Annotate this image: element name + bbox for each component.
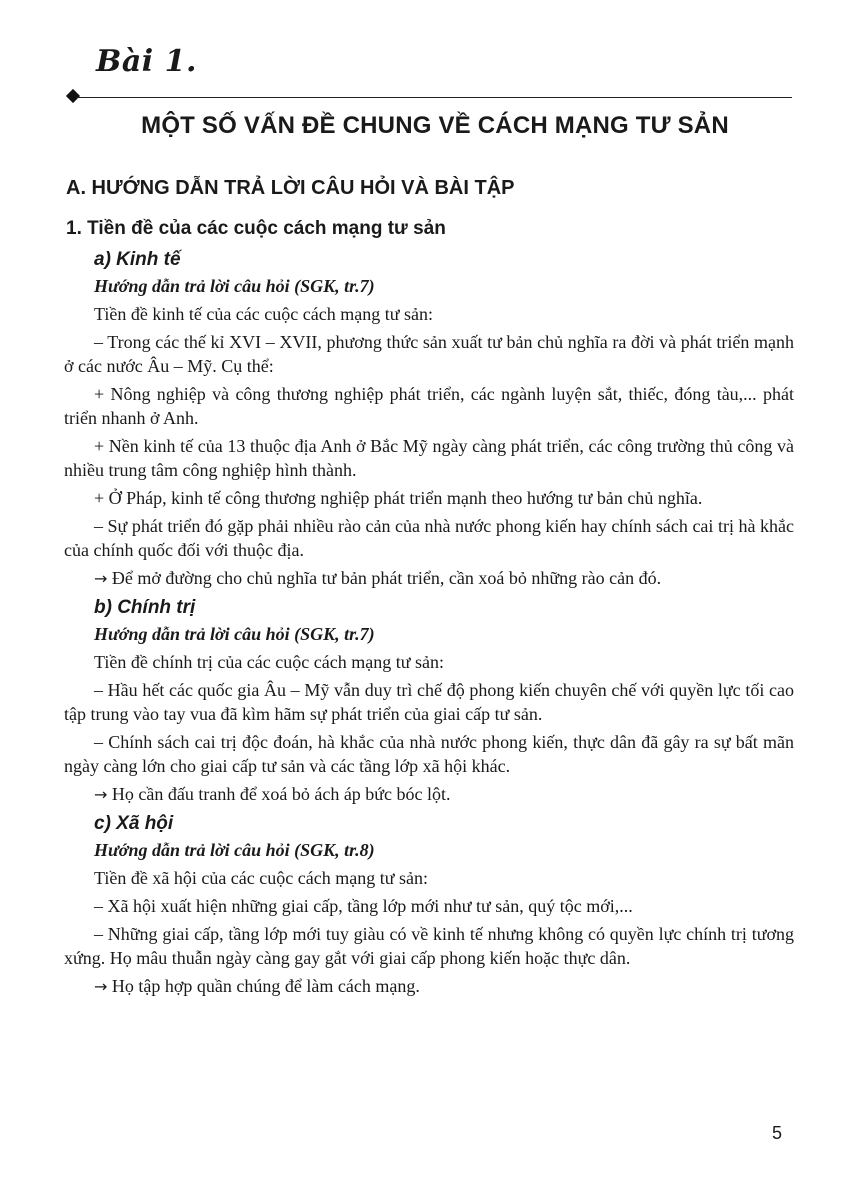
right-arrow-icon: → xyxy=(94,569,108,588)
paragraph: – Sự phát triển đó gặp phải nhiều rào cản của nhà nước phong kiến hay chính sách cai trị hà khắc của chính quốc đối với thuộc địa. xyxy=(64,516,794,560)
conclusion-text: Họ tập hợp quần chúng để làm cách mạng. xyxy=(111,976,420,996)
section-a-heading: A. HƯỚNG DẪN TRẢ LỜI CÂU HỎI VÀ BÀI TẬP xyxy=(66,177,515,199)
guide-line-xa-hoi: Hướng dẫn trả lời câu hỏi (SGK, tr.8) xyxy=(94,840,375,860)
conclusion-text: Họ cần đấu tranh để xoá bỏ ách áp bức bóc lột. xyxy=(111,784,451,804)
right-arrow-icon: → xyxy=(94,785,108,804)
paragraph: – Hầu hết các quốc gia Âu – Mỹ vẫn duy trì chế độ phong kiến chuyên chế với quyền lực tối cao tập trung vào tay vua đã kìm hãm sự phát triển của giai cấp tư sản. xyxy=(64,680,794,724)
guide-line-kinh-te: Hướng dẫn trả lời câu hỏi (SGK, tr.7) xyxy=(94,276,375,296)
paragraph: + Nông nghiệp và công thương nghiệp phát triển, các ngành luyện sắt, thiếc, đóng tàu,... phát triển nhanh ở Anh. xyxy=(64,384,794,428)
sub-heading-kinh-te: a) Kinh tế xyxy=(94,249,181,270)
paragraph: + Ở Pháp, kinh tế công thương nghiệp phát triển mạnh theo hướng tư bản chủ nghĩa. xyxy=(94,488,703,508)
paragraph: Tiền đề xã hội của các cuộc cách mạng tư sản: xyxy=(94,868,428,888)
item-1-heading: 1. Tiền đề của các cuộc cách mạng tư sản xyxy=(66,218,446,239)
paragraph: – Chính sách cai trị độc đoán, hà khắc của nhà nước phong kiến, thực dân đã gây ra sự bất mãn ngày càng lớn cho giai cấp tư sản và các tầng lớp xã hội khác. xyxy=(64,732,794,776)
paragraph: – Những giai cấp, tầng lớp mới tuy giàu có về kinh tế nhưng không có quyền lực chính trị tương xứng. Họ mâu thuẫn ngày càng gay gắt với giai cấp phong kiến hoặc thực dân. xyxy=(64,924,794,968)
page-number: 5 xyxy=(772,1123,783,1143)
guide-line-chinh-tri: Hướng dẫn trả lời câu hỏi (SGK, tr.7) xyxy=(94,624,375,644)
sub-heading-chinh-tri: b) Chính trị xyxy=(94,597,196,618)
conclusion xyxy=(64,566,794,591)
diamond-bullet-icon xyxy=(66,89,80,103)
paragraph: – Trong các thế kỉ XVI – XVII, phương thức sản xuất tư bản chủ nghĩa ra đời và phát triển mạnh ở các nước Âu – Mỹ. Cụ thể: xyxy=(64,332,794,376)
page-title: MỘT SỐ VẤN ĐỀ CHUNG VỀ CÁCH MẠNG TƯ SẢN xyxy=(141,112,729,139)
conclusion-text: Để mở đường cho chủ nghĩa tư bản phát triển, cần xoá bỏ những rào cản đó. xyxy=(111,568,662,588)
header-divider xyxy=(76,97,792,98)
conclusion xyxy=(64,974,794,999)
paragraph: Tiền đề chính trị của các cuộc cách mạng tư sản: xyxy=(94,652,444,672)
paragraph: + Nền kinh tế của 13 thuộc địa Anh ở Bắc Mỹ ngày càng phát triển, các công trường thủ công và nhiều trung tâm công nghiệp hình thành. xyxy=(64,436,794,480)
paragraph: – Xã hội xuất hiện những giai cấp, tầng lớp mới như tư sản, quý tộc mới,... xyxy=(94,896,633,916)
sub-heading-xa-hoi: c) Xã hội xyxy=(94,813,174,834)
lesson-label: Bài 1. xyxy=(96,44,197,79)
page-content xyxy=(64,165,794,1003)
paragraph: Tiền đề kinh tế của các cuộc cách mạng tư sản: xyxy=(94,304,433,324)
conclusion xyxy=(64,782,794,807)
right-arrow-icon: → xyxy=(94,977,108,996)
